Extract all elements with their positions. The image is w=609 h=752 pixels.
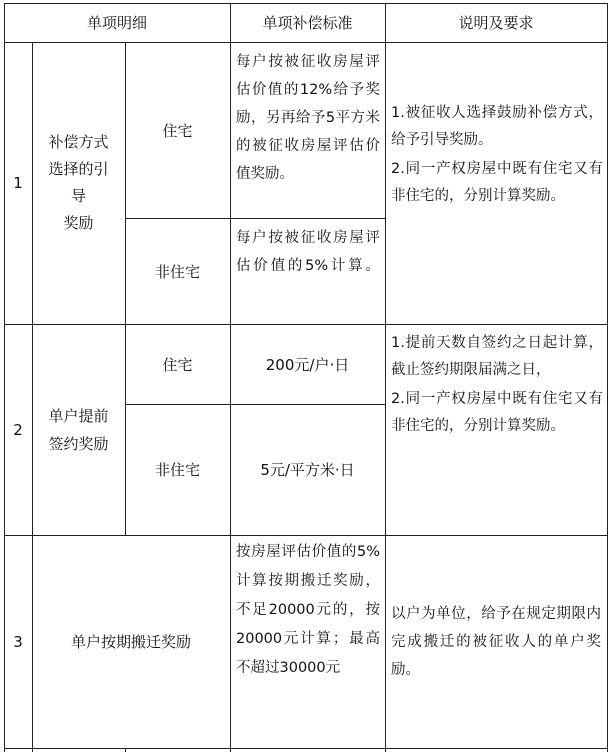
row2-category-line: 签约奖励 [48,434,109,453]
row1-note-item: 1.被征收人选择鼓励补偿方式，给予引导奖励。 [391,105,603,148]
row3-category: 单户按期搬迁奖励 [70,633,191,651]
row1-nonresidential-standard: 每户按被征收房屋评估价值的5%计算。 [236,230,380,274]
row3-standard: 按房屋评估价值的5%计算按期搬迁奖励，不足20000元的，按20000元计算；最高不超过30000元 [236,544,380,676]
row3-index: 3 [13,632,23,651]
row2-note-item: 2.同一产权房屋中既有住宅又有非住宅的，分别计算奖励。 [391,391,603,434]
header-item: 单项明细 [86,14,147,32]
row2-notes [391,330,603,442]
header-standard: 单项补偿标准 [262,14,353,32]
row1-category-line: 奖励 [63,214,94,232]
row1-nonresidential-label: 非住宅 [154,262,200,281]
row3-notes: 以户为单位，给予在规定期限内完成搬迁的被征收人的单户奖励。 [391,605,601,678]
row1-category [32,42,125,324]
row2-residential-standard: 200元/户·日 [265,355,350,374]
row1-notes [391,100,603,212]
header-notes: 说明及要求 [458,14,534,32]
row1-residential-label: 住宅 [162,121,193,140]
row1-category-line: 补偿方式 [48,133,109,151]
row1-category-line: 选择的引 [48,160,109,178]
row2-residential-label: 住宅 [162,355,193,374]
row1-note-item: 2.同一产权房屋中既有住宅又有非住宅的，分别计算奖励。 [391,161,603,204]
row2-category-line: 单户提前 [48,406,109,425]
row3-notes-wrap [385,535,607,748]
table-border-right [607,3,608,752]
row2-index: 2 [13,420,23,439]
row1-category-line: 导 [70,187,86,205]
row1-residential-standard: 每户按被征收房屋评估价值的12%给予奖励，另再给予5平方米的被征收房屋评估价值奖励。 [236,54,380,182]
row1-index: 1 [13,174,23,192]
row3-divider [4,748,608,749]
row2-nonresidential-label: 非住宅 [154,461,200,479]
row2-nonresidential-standard: 5元/平方米·日 [260,461,355,479]
row2-category [32,324,125,535]
category-col-divider-tail [125,748,126,752]
row2-note-item: 1.提前天数自签约之日起计算，截止签约期限届满之日， [391,335,603,378]
